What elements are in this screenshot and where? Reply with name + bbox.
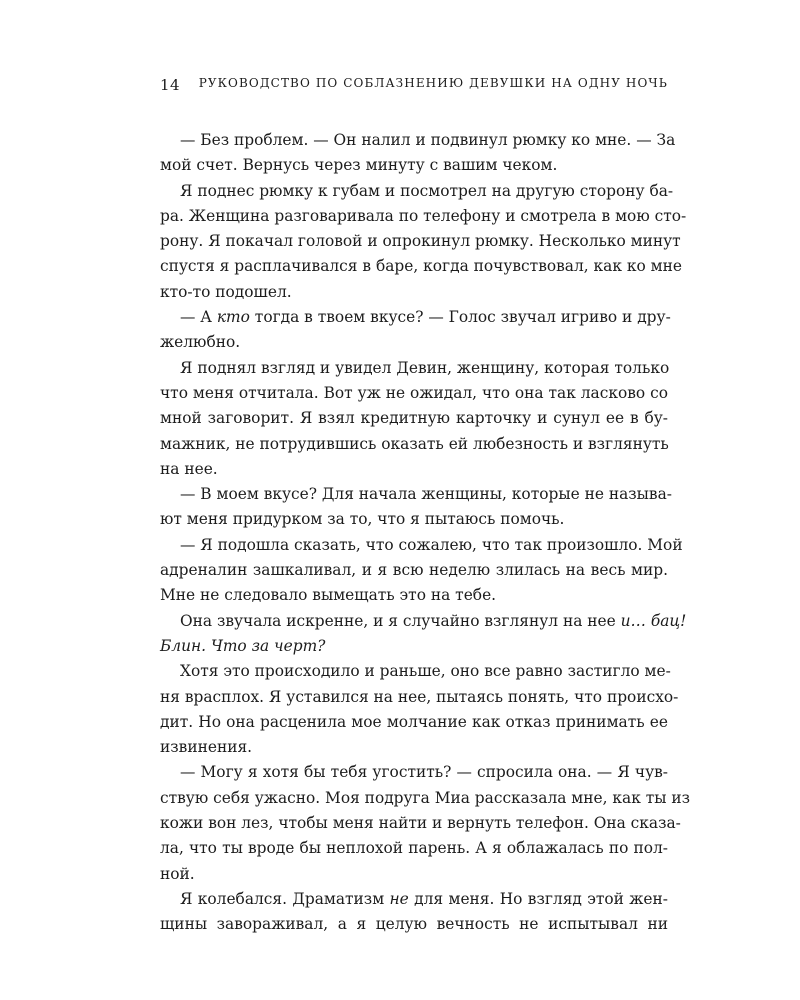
- text-segment: ют меня придурком за то, что я пытаюсь помочь.: [160, 510, 565, 529]
- text-segment: — Без проблем. — Он налил и подвинул рюмку ко мне. — За: [180, 131, 676, 149]
- running-title: РУКОВОДСТВО ПО СОБЛАЗНЕНИЮ ДЕВУШКИ НА ОДНУ НОЧЬ: [198, 76, 668, 90]
- text-segment: ра. Женщина разговаривала по телефону и смотрела в мою сто-: [160, 206, 687, 225]
- text-line: [160, 406, 668, 431]
- body-text: [160, 128, 691, 938]
- text-line: [160, 204, 687, 229]
- text-line: [160, 432, 668, 457]
- text-segment: кожи вон лез, чтобы меня найти и вернуть телефон. Она сказа-: [160, 814, 681, 833]
- text-line: [160, 153, 668, 178]
- text-segment: мой счет. Вернусь через минуту с вашим чеком.: [160, 156, 558, 175]
- text-line: [160, 533, 683, 558]
- text-line: [160, 280, 668, 305]
- text-line: [160, 760, 668, 785]
- text-segment: кто-то подошел.: [160, 282, 292, 301]
- text-segment: Мне не следовало вымещать это на тебе.: [160, 586, 497, 605]
- text-segment: Она звучала искренне, и я случайно взглянул на нее: [180, 611, 621, 630]
- text-line: [160, 381, 668, 406]
- text-line: [160, 229, 681, 254]
- text-segment: мажник, не потрудившись оказать ей любезность и взглянуть: [160, 434, 669, 453]
- italic-text: не: [389, 889, 409, 908]
- text-line: [160, 482, 672, 507]
- text-line: [160, 305, 671, 330]
- text-line: [160, 710, 668, 735]
- text-segment: рону. Я покачал головой и опрокинул рюмку. Несколько минут: [160, 232, 681, 251]
- text-segment: дит. Но она расценила мое молчание как отказ принимать ее: [160, 712, 668, 731]
- text-line: [160, 659, 671, 684]
- text-segment: — В моем вкусе? Для начала женщины, которые не называ-: [180, 485, 672, 504]
- text-line: [160, 356, 668, 381]
- text-line: [160, 583, 668, 608]
- text-segment: Хотя это происходило и раньше, оно все равно застигло ме-: [180, 662, 671, 681]
- text-segment: Я поднес рюмку к губам и посмотрел на другую сторону ба-: [180, 181, 674, 200]
- text-segment: мной заговорит. Я взял кредитную карточку и сунул ее в бу-: [160, 409, 668, 428]
- text-segment: что меня отчитала. Вот уж не ожидал, что она так ласково со: [160, 383, 668, 402]
- text-line: [160, 179, 674, 204]
- italic-text: кто: [216, 308, 250, 327]
- text-line: [160, 254, 682, 279]
- text-segment: адреналин зашкаливал, и я всю неделю злилась на весь мир.: [160, 561, 668, 580]
- text-segment: щины завораживал, а я целую вечность не испытывал ни: [160, 915, 668, 934]
- text-segment: желюбно.: [160, 333, 241, 352]
- italic-text: Блин. Что за черт?: [160, 636, 326, 655]
- text-line: [160, 786, 691, 811]
- text-segment: Я колебался. Драматизм: [180, 889, 390, 908]
- running-head: [160, 76, 668, 98]
- text-line: [160, 457, 668, 482]
- text-line: [160, 912, 668, 937]
- text-line: [160, 836, 668, 861]
- text-line: [160, 330, 668, 355]
- text-segment: спустя я расплачивался в баре, когда почувствовал, как ко мне: [160, 257, 682, 276]
- text-segment: для меня. Но взгляд этой жен-: [408, 889, 668, 908]
- text-segment: ла, что ты вроде бы неплохой парень. А я облажалась по пол-: [160, 839, 668, 858]
- text-line: [160, 507, 668, 532]
- italic-text: и… бац!: [620, 611, 687, 630]
- text-segment: ной.: [160, 864, 195, 883]
- text-segment: извинения.: [160, 738, 253, 757]
- text-segment: — Я подошла сказать, что сожалею, что так произошло. Мой: [180, 535, 683, 554]
- text-segment: Я поднял взгляд и увидел Девин, женщину, которая только: [180, 358, 670, 377]
- text-line: [160, 128, 676, 153]
- text-segment: ствую себя ужасно. Моя подруга Миа рассказала мне, как ты из: [160, 788, 691, 807]
- text-line: [160, 634, 668, 659]
- text-segment: ня врасплох. Я уставился на нее, пытаясь понять, что происхо-: [160, 687, 679, 706]
- text-line: [160, 862, 668, 887]
- text-line: [160, 811, 681, 836]
- text-line: [160, 609, 687, 634]
- text-segment: — Могу я хотя бы тебя угостить? — спросила она. — Я чув-: [180, 763, 668, 782]
- text-segment: тогда в твоем вкусе? — Голос звучал игриво и дру-: [249, 308, 671, 327]
- text-segment: на нее.: [160, 459, 218, 478]
- text-line: [160, 887, 668, 912]
- text-line: [160, 558, 668, 583]
- text-line: [160, 685, 679, 710]
- text-segment: — А: [180, 308, 217, 327]
- text-line: [160, 735, 668, 760]
- page-number: 14: [160, 76, 181, 94]
